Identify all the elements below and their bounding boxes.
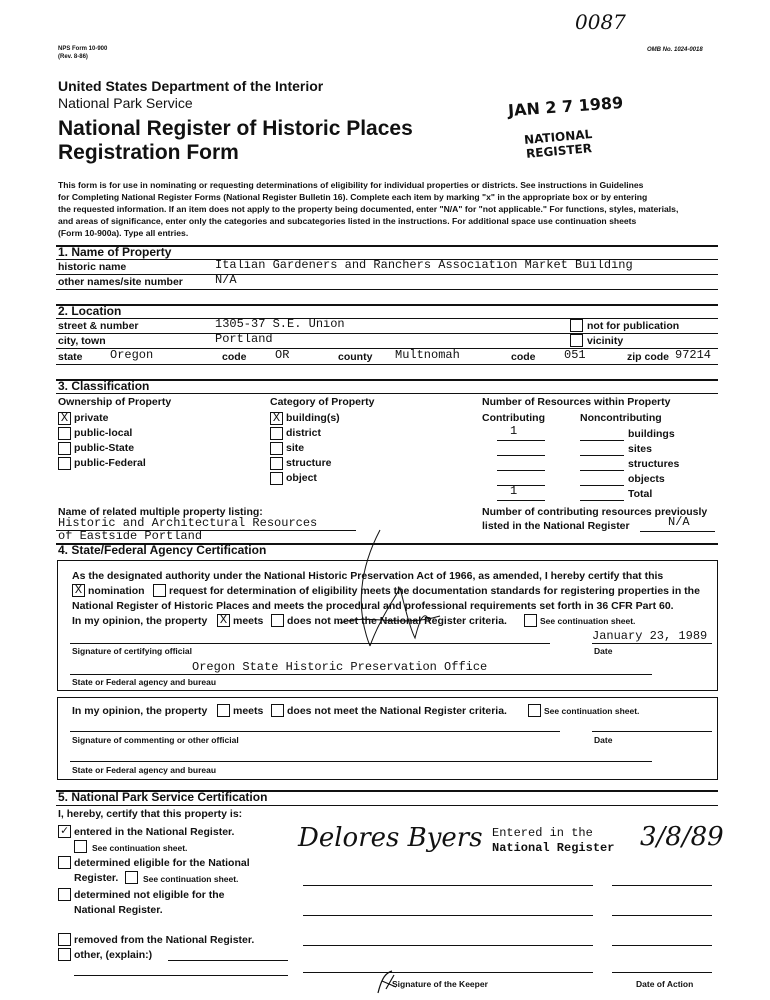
date-line [592, 643, 712, 644]
count-line [580, 500, 624, 501]
explain-line [74, 975, 288, 976]
request-determination-checkbox[interactable] [153, 584, 166, 597]
determined-not-eligible-label2: National Register. [74, 904, 163, 916]
date-line [592, 731, 712, 732]
previously-listed-value[interactable]: N/A [668, 515, 690, 529]
contributing-total-value[interactable]: 1 [510, 484, 518, 498]
meets-checkbox[interactable]: X [217, 614, 230, 627]
resource-type-label: structures [628, 458, 680, 470]
does-not-meet-label-2: does not meet the National Register criteria. [287, 705, 507, 717]
resource-type-label: Total [628, 488, 653, 500]
count-line [497, 470, 545, 471]
ownership-private-checkbox[interactable]: X [58, 412, 71, 425]
commenting-signature-label: Signature of commenting or other official [72, 735, 239, 745]
category-option-label: district [286, 427, 322, 439]
date-label: Date [594, 646, 613, 656]
resource-type-label: objects [628, 473, 665, 485]
national-register-stamp-line2: REGISTER [525, 141, 593, 161]
see-continuation-checkbox-4[interactable] [125, 871, 138, 884]
other-names-label: other names/site number [58, 276, 183, 288]
see-continuation-checkbox[interactable] [524, 614, 537, 627]
related-listing-label: Name of related multiple property listing: [58, 506, 263, 518]
resources-heading: Number of Resources within Property [482, 396, 671, 408]
rule [56, 274, 718, 275]
keeper-label: Signature of the Keeper [392, 979, 488, 989]
nomination-label: nomination [88, 585, 145, 597]
form-rev: (Rev. 8-86) [58, 54, 88, 60]
instruction-line: for Completing National Register Forms (National Register Bulletin 16). Complete each item by marking "x" in the appropriate box or by entering [58, 192, 648, 202]
see-continuation-checkbox-2[interactable] [528, 704, 541, 717]
signature-line [70, 731, 560, 732]
zip-label: zip code [627, 351, 670, 363]
category-building-checkbox[interactable]: X [270, 412, 283, 425]
form-title-line2: Registration Form [58, 141, 239, 164]
opinion-label-2: In my opinion, the property [72, 705, 208, 717]
ownership-option-label: public-local [74, 427, 133, 439]
previously-listed-label1: Number of contributing resources previously [482, 506, 708, 518]
agency-value[interactable]: Oregon State Historic Preservation Office [192, 660, 488, 674]
explain-line [168, 960, 288, 961]
section-5-heading: 5. National Park Service Certification [58, 790, 268, 804]
entered-stamp-line2: National Register [492, 841, 615, 855]
related-listing-value1[interactable]: Historic and Architectural Resources [58, 516, 318, 530]
date-of-action-value: 3/8/89 [640, 822, 724, 852]
see-continuation-label-3: See continuation sheet. [92, 843, 188, 853]
city-label: city, town [58, 335, 106, 347]
count-line [580, 455, 624, 456]
zip-value[interactable]: 97214 [675, 348, 712, 362]
commenting-agency-label: State or Federal agency and bureau [72, 765, 217, 775]
department-name: United States Department of the Interior [58, 78, 324, 94]
historic-name-label: historic name [58, 261, 127, 273]
received-date-stamp: JAN 2 7 1989 [507, 93, 624, 120]
keeper-intro: I, hereby, certify that this property is: [58, 808, 243, 820]
section-2-heading: 2. Location [58, 304, 122, 318]
form-id: NPS Form 10-900 [58, 46, 108, 52]
determined-not-eligible-checkbox[interactable] [58, 888, 71, 901]
county-label: county [338, 351, 373, 363]
rule [56, 805, 718, 806]
category-structure-checkbox[interactable] [270, 457, 283, 470]
instruction-line: (Form 10-900a). Type all entries. [58, 228, 189, 238]
state-value[interactable]: Oregon [110, 348, 154, 362]
section-3-rule [56, 379, 718, 381]
category-option-label: building(s) [286, 412, 340, 424]
county-value[interactable]: Multnomah [395, 348, 460, 362]
ownership-option-label: public-State [74, 442, 135, 454]
county-code-value[interactable]: 051 [564, 348, 586, 362]
not-for-publication-label: not for publication [587, 320, 680, 332]
ownership-public-federal-checkbox[interactable] [58, 457, 71, 470]
certification-line3: National Register of Historic Places and meets the procedural and professional requirements set forth in 36 CFR Part 60. [72, 600, 674, 612]
meets-label: meets [233, 615, 264, 627]
entered-checkbox[interactable]: ✓ [58, 825, 71, 838]
agency-label: State or Federal agency and bureau [72, 677, 217, 687]
instruction-line: This form is for use in nominating or requesting determinations of eligibility for individual properties or districts. See instructions in Guidelines [58, 180, 644, 190]
ownership-heading: Ownership of Property [58, 396, 172, 408]
count-line [580, 485, 624, 486]
count-line [497, 500, 545, 501]
nomination-checkbox[interactable]: X [72, 584, 85, 597]
signature-line [70, 643, 550, 644]
category-option-label: object [286, 472, 317, 484]
category-site-checkbox[interactable] [270, 442, 283, 455]
date-of-action-label: Date of Action [636, 979, 694, 989]
not-for-publication-checkbox[interactable] [570, 319, 583, 332]
vicinity-checkbox[interactable] [570, 334, 583, 347]
entered-stamp-line1: Entered in the [492, 826, 593, 840]
certification-date-value[interactable]: January 23, 1989 [592, 629, 708, 643]
related-listing-value2[interactable]: of Eastside Portland [58, 529, 203, 543]
certification-line1: As the designated authority under the National Historic Preservation Act of 1966, as amended, I hereby certify that this [72, 570, 664, 582]
section-3-heading: 3. Classification [58, 379, 150, 393]
historic-name-value[interactable]: Italian Gardeners and Ranchers Association Market Building [215, 258, 633, 272]
city-value[interactable]: Portland [215, 332, 273, 346]
agency-line [70, 674, 652, 675]
section-2-rule [56, 304, 718, 306]
rule [56, 393, 718, 394]
does-not-meet-checkbox-2[interactable] [271, 704, 284, 717]
rule [56, 289, 718, 290]
see-continuation-label-4: See continuation sheet. [143, 874, 239, 884]
signature-line [303, 945, 593, 946]
county-code-label: code [511, 351, 536, 363]
rule [56, 333, 718, 334]
rule [56, 364, 718, 365]
keeper-signature: Delores Byers [298, 823, 483, 853]
noncontributing-header: Noncontributing [580, 412, 662, 424]
other-checkbox[interactable] [58, 948, 71, 961]
resource-type-label: sites [628, 443, 652, 455]
date-line [612, 945, 712, 946]
category-heading: Category of Property [270, 396, 375, 408]
entered-label: entered in the National Register. [74, 826, 235, 838]
removed-label: removed from the National Register. [74, 934, 255, 946]
contributing-header: Contributing [482, 412, 545, 424]
document-number: 0087 [575, 10, 626, 34]
previously-listed-label2: listed in the National Register [482, 520, 630, 532]
signature-line [303, 885, 593, 886]
determined-eligible-label: determined eligible for the National [74, 857, 250, 869]
rule [56, 318, 718, 319]
count-line [580, 470, 624, 471]
ownership-public-local-checkbox[interactable] [58, 427, 71, 440]
determined-eligible-label2: Register. [74, 872, 119, 884]
resource-type-label: buildings [628, 428, 675, 440]
street-value[interactable]: 1305-37 S.E. Union [215, 317, 345, 331]
count-line [640, 531, 715, 532]
instruction-line: and areas of significance, enter only the categories and subcategories listed in the instructions. For additional space use continuation sheets [58, 216, 637, 226]
see-continuation-label-2: See continuation sheet. [544, 706, 640, 716]
form-title-line1: National Register of Historic Places [58, 117, 413, 140]
ownership-public-state-checkbox[interactable] [58, 442, 71, 455]
contributing-value[interactable]: 1 [510, 424, 518, 438]
date-line [612, 915, 712, 916]
does-not-meet-label: does not meet the National Register criteria. [287, 615, 507, 627]
category-option-label: structure [286, 457, 332, 469]
other-names-value[interactable]: N/A [215, 273, 237, 287]
count-line [580, 440, 624, 441]
certification-line2: request for determination of eligibility meets the documentation standards for registering properties in the [169, 585, 700, 597]
category-option-label: site [286, 442, 305, 454]
determined-not-eligible-label: determined not eligible for the [74, 889, 225, 901]
category-district-checkbox[interactable] [270, 427, 283, 440]
see-continuation-checkbox-3[interactable] [74, 840, 87, 853]
date-line [612, 885, 712, 886]
state-code-value[interactable]: OR [275, 348, 290, 362]
vicinity-label: vicinity [587, 335, 624, 347]
meets-checkbox-2[interactable] [217, 704, 230, 717]
commenting-date-label: Date [594, 735, 613, 745]
section-4-heading: 4. State/Federal Agency Certification [58, 543, 267, 557]
count-line [497, 455, 545, 456]
street-label: street & number [58, 320, 139, 332]
does-not-meet-checkbox[interactable] [271, 614, 284, 627]
national-register-stamp-line1: NATIONAL [523, 127, 593, 147]
state-label: state [58, 351, 83, 363]
other-label: other, (explain:) [74, 949, 153, 961]
signature-label: Signature of certifying official [72, 646, 192, 656]
ownership-option-label: public-Federal [74, 457, 146, 469]
opinion-label: In my opinion, the property [72, 615, 208, 627]
removed-checkbox[interactable] [58, 933, 71, 946]
omb-number: OMB No. 1024-0018 [647, 47, 703, 53]
agency-line [70, 761, 652, 762]
signature-line [303, 915, 593, 916]
ownership-option-label: private [74, 412, 109, 424]
count-line [497, 440, 545, 441]
agency-name: National Park Service [58, 95, 193, 111]
see-continuation-label: See continuation sheet. [540, 616, 636, 626]
count-line [497, 485, 545, 486]
section-1-heading: 1. Name of Property [58, 245, 172, 259]
determined-eligible-checkbox[interactable] [58, 856, 71, 869]
category-object-checkbox[interactable] [270, 472, 283, 485]
signature-line [303, 972, 593, 973]
instruction-line: the requested information. If an item does not apply to the property being documented, enter "N/A" for "not applicable." For functions, styles, materials, [58, 204, 679, 214]
rule [56, 348, 718, 349]
meets-label-2: meets [233, 705, 264, 717]
certifying-official-signature [300, 528, 460, 648]
date-line [612, 972, 712, 973]
state-code-label: code [222, 351, 247, 363]
